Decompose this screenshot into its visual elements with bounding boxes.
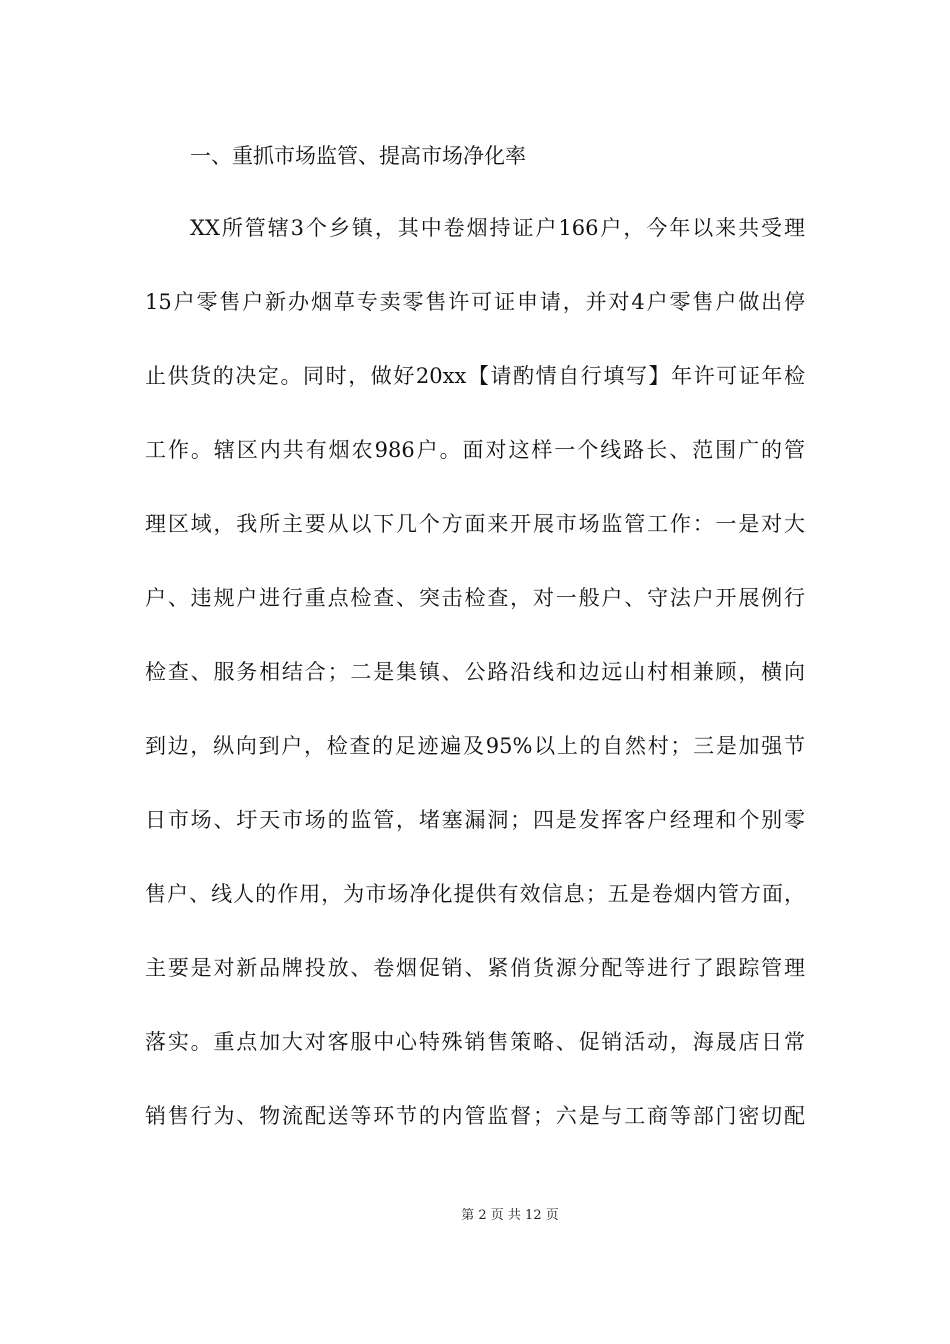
paragraph-line: XX所管辖3个乡镇，其中卷烟持证户166户，今年以来共受理 — [190, 216, 805, 240]
paragraph-line: 工作。辖区内共有烟农986户。面对这样一个线路长、范围广的管 — [145, 438, 805, 462]
page-number-footer: 第 2 页 共 12 页 — [461, 1208, 559, 1223]
paragraph-line: 日市场、圩天市场的监管，堵塞漏洞；四是发挥客户经理和个别零 — [145, 808, 805, 832]
paragraph-line: 销售行为、物流配送等环节的内管监督；六是与工商等部门密切配 — [145, 1104, 805, 1128]
paragraph-line: 15户零售户新办烟草专卖零售许可证申请，并对4户零售户做出停 — [145, 290, 805, 314]
paragraph-line: 理区域，我所主要从以下几个方面来开展市场监管工作：一是对大 — [145, 512, 805, 536]
paragraph-line: 主要是对新品牌投放、卷烟促销、紧俏货源分配等进行了跟踪管理 — [145, 956, 805, 980]
section-heading: 一、重抓市场监管、提高市场净化率 — [190, 144, 526, 168]
paragraph-line: 检查、服务相结合；二是集镇、公路沿线和边远山村相兼顾，横向 — [145, 660, 805, 684]
paragraph-line: 户、违规户进行重点检查、突击检查，对一般户、守法户开展例行 — [145, 586, 805, 610]
paragraph-line: 落实。重点加大对客服中心特殊销售策略、促销活动，海晟店日常 — [145, 1030, 805, 1054]
paragraph-line: 止供货的决定。同时，做好20xx【请酌情自行填写】年许可证年检 — [145, 364, 805, 388]
paragraph-line: 售户、线人的作用，为市场净化提供有效信息；五是卷烟内管方面， — [145, 882, 805, 906]
paragraph-line: 到边，纵向到户，检查的足迹遍及95%以上的自然村；三是加强节 — [145, 734, 805, 758]
